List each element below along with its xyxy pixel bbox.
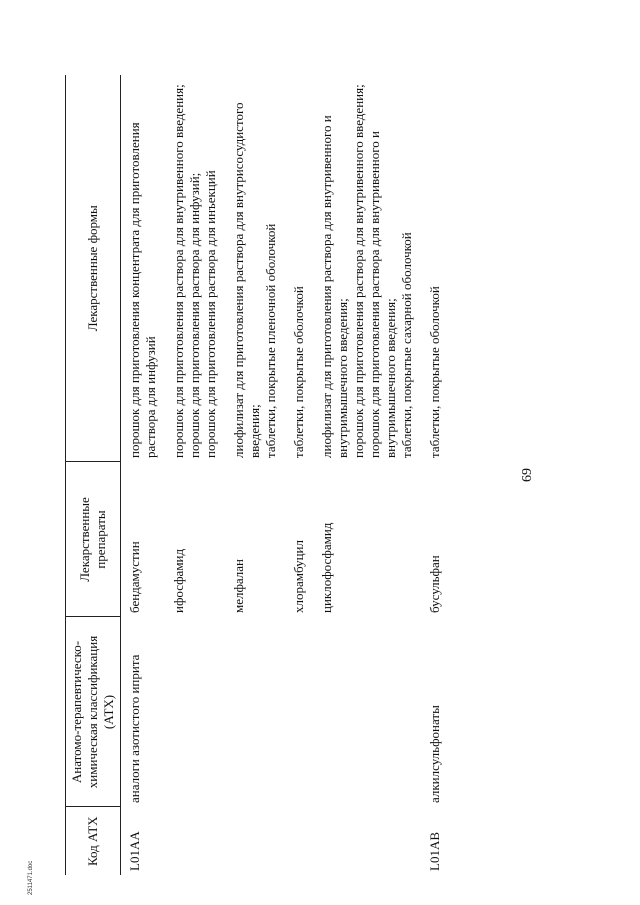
header-dosage-forms: Лекарственные формы bbox=[66, 75, 121, 462]
dosage-forms bbox=[219, 75, 279, 462]
drug-name: мелфалан bbox=[231, 558, 246, 613]
drug-name: бусульфан bbox=[427, 555, 442, 613]
header-atc-classification: Анатомо-терапевтическо-химическая классификация (АТХ) bbox=[66, 617, 121, 807]
dosage-forms bbox=[279, 75, 307, 462]
atc-classification bbox=[279, 617, 307, 807]
table-row bbox=[279, 75, 307, 875]
atc-code bbox=[307, 807, 415, 875]
dosage-form: таблетки, покрытые оболочкой bbox=[427, 286, 442, 458]
dosage-form: порошок для приготовления раствора для инъекций bbox=[203, 170, 218, 458]
atc-classification: аналоги азотистого иприта bbox=[127, 654, 142, 803]
dosage-forms bbox=[415, 75, 443, 462]
atc-code bbox=[159, 807, 219, 875]
dosage-forms bbox=[307, 75, 415, 462]
atc-classification bbox=[219, 617, 279, 807]
table-row bbox=[121, 75, 160, 875]
table-row bbox=[159, 75, 219, 875]
dosage-form: порошок для приготовления раствора для внутривенного введения; bbox=[171, 84, 186, 458]
atc-classification bbox=[159, 617, 219, 807]
drug-name: хлорамбуцил bbox=[291, 539, 306, 613]
document-footer: 2511471.doc bbox=[28, 860, 34, 895]
dosage-form: таблетки, покрытые пленочной оболочкой bbox=[263, 223, 278, 458]
atc-table bbox=[65, 75, 443, 875]
table-row bbox=[219, 75, 279, 875]
drug-name: бендамустин bbox=[127, 541, 142, 613]
table-row bbox=[307, 75, 415, 875]
drug-name: циклофосфамид bbox=[319, 522, 334, 613]
dosage-form: порошок для приготовления раствора для внутривенного введения; bbox=[351, 84, 366, 458]
dosage-forms bbox=[121, 75, 160, 462]
dosage-form: лиофилизат для приготовления раствора для внутрисосудистого введения; bbox=[231, 102, 262, 458]
drug-name: ифосфамид bbox=[171, 548, 186, 613]
dosage-forms bbox=[159, 75, 219, 462]
atc-classification bbox=[307, 617, 415, 807]
rotated-page bbox=[65, 25, 565, 875]
dosage-form: порошок для приготовления раствора для внутривенного и внутримышечного введения; bbox=[367, 131, 398, 458]
atc-code bbox=[219, 807, 279, 875]
header-drugs: Лекарственные препараты bbox=[66, 462, 121, 617]
table-header-row bbox=[66, 75, 121, 875]
dosage-form: лиофилизат для приготовления раствора для внутривенного и внутримышечного введения; bbox=[319, 115, 350, 458]
atc-classification: алкилсульфонаты bbox=[427, 705, 442, 803]
page-number: 69 bbox=[520, 468, 535, 482]
dosage-form: порошок для приготовления раствора для инфузий; bbox=[187, 172, 202, 458]
atc-code bbox=[279, 807, 307, 875]
atc-code: L01AB bbox=[427, 832, 442, 871]
table-row bbox=[415, 75, 443, 875]
header-atc-code: Код АТХ bbox=[66, 807, 121, 875]
atc-code: L01AA bbox=[127, 831, 142, 871]
dosage-form: таблетки, покрытые сахарной оболочкой bbox=[399, 232, 414, 458]
dosage-form: таблетки, покрытые оболочкой bbox=[291, 286, 306, 458]
dosage-form: порошок для приготовления концентрата для приготовления раствора для инфузий bbox=[127, 122, 158, 458]
